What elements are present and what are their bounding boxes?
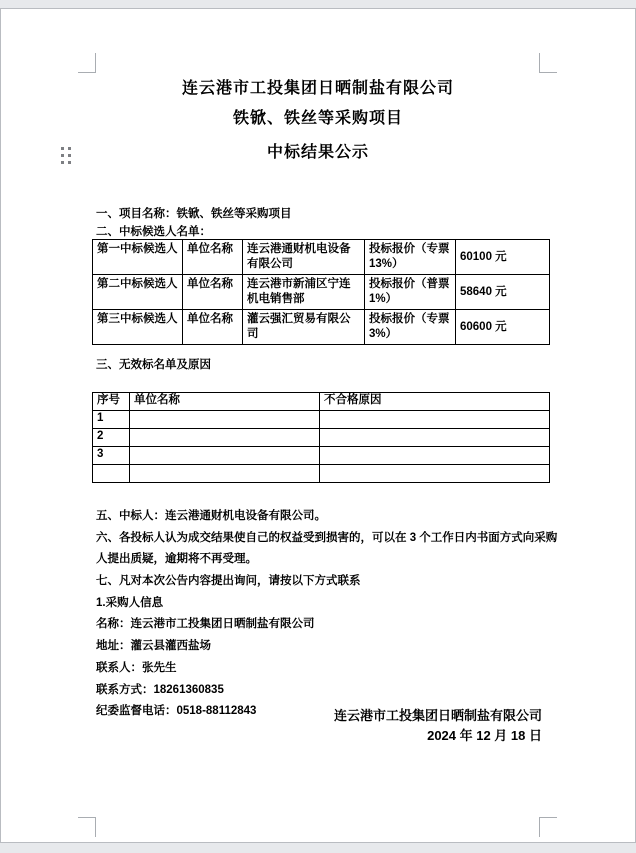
unit-cell: [130, 411, 320, 429]
quote-price: 60600 元: [456, 310, 550, 345]
unit-cell: [130, 447, 320, 465]
body-paragraphs: [96, 506, 558, 723]
unit-cell: [130, 465, 320, 483]
candidate-company: 连云港通财机电设备有限公司: [243, 240, 365, 275]
invalid-table-row: [93, 411, 550, 429]
candidate-rank: 第一中标候选人: [93, 240, 183, 275]
seq-cell: 3: [93, 447, 130, 465]
quote-label: 投标报价（专票3%）: [365, 310, 456, 345]
candidate-company: 连云港市新浦区宁连机电销售部: [243, 275, 365, 310]
quote-price: 60100 元: [456, 240, 550, 275]
seq-cell: 2: [93, 429, 130, 447]
section-invalid-bids-heading: 三、无效标名单及原因: [96, 359, 211, 371]
header-unit: 单位名称: [130, 393, 320, 411]
body-line-contact-person: 联系人：张先生: [96, 661, 177, 674]
body-line-objection-2: 人提出质疑，逾期将不再受理。: [96, 553, 257, 566]
reason-cell: [320, 411, 550, 429]
margin-mark-top-right-icon: [539, 53, 557, 73]
body-line-contact-phone: 联系方式：18261360835: [96, 683, 224, 696]
candidate-rank: 第二中标候选人: [93, 275, 183, 310]
body-line-purchaser-info: 1.采购人信息: [96, 596, 164, 609]
candidates-table-row: [93, 275, 550, 310]
invalid-table-row: [93, 429, 550, 447]
header-seq: 序号: [93, 393, 130, 411]
unit-cell: [130, 429, 320, 447]
candidate-rank: 第三中标候选人: [93, 310, 183, 345]
candidate-company: 灌云强汇贸易有限公司: [243, 310, 365, 345]
candidates-table-row: [93, 240, 550, 275]
invalid-table-header-row: [93, 393, 550, 411]
quote-label: 投标报价（普票1%）: [365, 275, 456, 310]
section-candidates-heading: 二、中标候选人名单：: [96, 226, 211, 238]
quote-label: 投标报价（专票13%）: [365, 240, 456, 275]
document-title-company: 连云港市工投集团日晒制盐有限公司: [181, 80, 454, 97]
document-title-announcement: 中标结果公示: [266, 144, 369, 161]
header-reason: 不合格原因: [320, 393, 550, 411]
candidates-table-row: [93, 310, 550, 345]
quote-price: 58640 元: [456, 275, 550, 310]
seq-cell: [93, 465, 130, 483]
signature-date: 2024 年 12 月 18 日: [427, 728, 542, 743]
invalid-table-row: [93, 447, 550, 465]
body-line-objection-1: 六、各投标人认为成交结果使自己的权益受到损害的，可以在 3 个工作日内书面方式向采购: [96, 531, 558, 544]
invalid-bids-table: [92, 392, 550, 483]
document-title-project: 铁锨、铁丝等采购项目: [232, 110, 403, 127]
body-line-address: 地址：灌云县灌西盐场: [96, 640, 211, 653]
body-line-purchaser-name: 名称：连云港市工投集团日晒制盐有限公司: [96, 618, 315, 631]
unit-label: 单位名称: [183, 240, 243, 275]
section-project-name: 一、项目名称：铁锨、铁丝等采购项目: [96, 208, 292, 220]
candidates-table: [92, 239, 550, 345]
margin-mark-bottom-left-icon: [78, 817, 96, 837]
signature-company: 连云港市工投集团日晒制盐有限公司: [333, 708, 542, 723]
unit-label: 单位名称: [183, 275, 243, 310]
body-line-inquiry: 七、凡对本次公告内容提出询问，请按以下方式联系: [96, 575, 361, 588]
signature-block: [334, 706, 542, 746]
margin-mark-top-left-icon: [78, 53, 96, 73]
body-line-winner: 五、中标人：连云港通财机电设备有限公司。: [96, 510, 326, 522]
seq-cell: 1: [93, 411, 130, 429]
margin-mark-bottom-right-icon: [539, 817, 557, 837]
body-line-supervision-phone: 纪委监督电话：0518-88112843: [96, 705, 257, 718]
unit-label: 单位名称: [183, 310, 243, 345]
reason-cell: [320, 429, 550, 447]
reason-cell: [320, 465, 550, 483]
invalid-table-row: [93, 465, 550, 483]
reason-cell: [320, 447, 550, 465]
